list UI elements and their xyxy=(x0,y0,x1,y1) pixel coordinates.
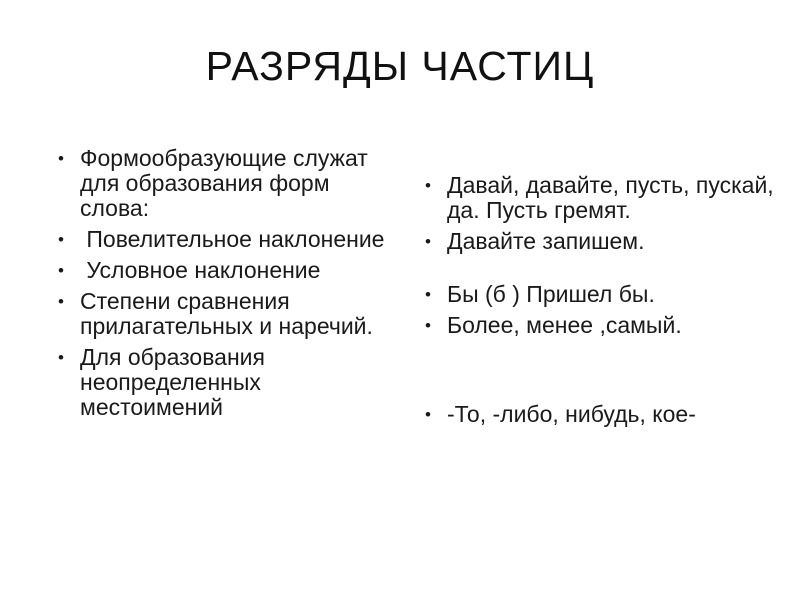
bullet-icon: • xyxy=(58,149,64,168)
list-item-text: Степени сравнения прилагательных и наречий. xyxy=(80,288,373,339)
list-item-text: Для образования неопределенных местоимений xyxy=(80,344,265,420)
bullet-icon: • xyxy=(425,285,431,304)
list-item xyxy=(58,258,388,283)
list-item xyxy=(425,282,785,307)
left-bullet-list xyxy=(58,146,388,426)
bullet-icon: • xyxy=(58,230,64,249)
list-item-text: -То, -либо, нибудь, кое- xyxy=(447,401,696,427)
right-bullet-list xyxy=(425,173,785,433)
list-item xyxy=(425,229,785,254)
list-item xyxy=(58,345,388,420)
bullet-icon: • xyxy=(58,292,64,311)
list-item-text: Давайте запишем. xyxy=(447,228,645,254)
slide-title: РАЗРЯДЫ ЧАСТИЦ xyxy=(205,43,595,89)
bullet-icon: • xyxy=(425,405,431,424)
list-item xyxy=(425,402,785,427)
list-item xyxy=(425,173,785,223)
bullet-icon: • xyxy=(58,348,64,367)
list-item xyxy=(425,313,785,338)
bullet-icon: • xyxy=(425,176,431,195)
list-item xyxy=(58,227,388,252)
list-item xyxy=(58,146,388,221)
list-item xyxy=(58,289,388,339)
list-item-text: Формообразующие служат для образования форм слова: xyxy=(80,145,368,221)
list-item-text: Условное наклонение xyxy=(80,257,321,283)
bullet-icon: • xyxy=(58,261,64,280)
list-item-text: Бы (б ) Пришел бы. xyxy=(447,281,655,307)
list-item-text: Повелительное наклонение xyxy=(80,226,385,252)
bullet-icon: • xyxy=(425,316,431,335)
list-item-text: Давай, давайте, пусть, пускай, да. Пусть гремят. xyxy=(447,172,774,223)
bullet-icon: • xyxy=(425,232,431,251)
list-item-text: Более, менее ,самый. xyxy=(447,312,682,338)
